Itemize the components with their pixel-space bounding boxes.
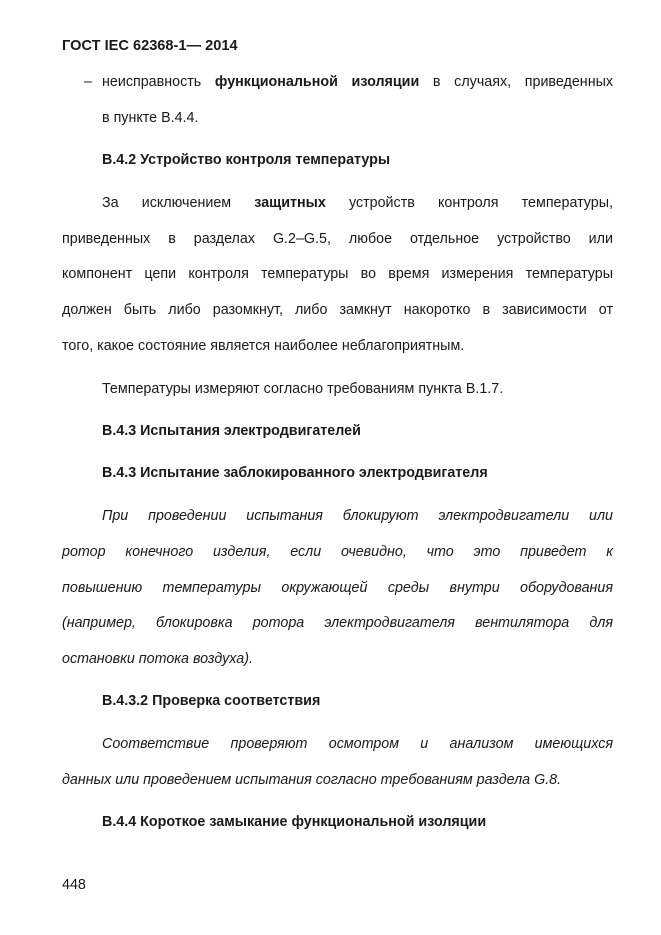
list-item-line-1 — [102, 74, 613, 90]
paragraph-line: данных или проведением испытания согласно требованиям раздела G.8. — [62, 772, 562, 788]
paragraph-line: того, какое состояние является наиболее неблагоприятным. — [62, 338, 465, 354]
paragraph-text: устройств контроля температуры, — [325, 195, 613, 211]
list-item-text-post: в случаях, приведенных — [419, 74, 614, 90]
paragraph-line: Соответствие проверяют осмотром и анализом имеющихся — [102, 736, 613, 752]
list-item — [84, 74, 92, 90]
paragraph-line: приведенных в разделах G.2–G.5, любое отдельное устройство или — [62, 231, 613, 247]
paragraph-line: При проведении испытания блокируют электродвигатели или — [102, 508, 613, 524]
section-subheading-b43: В.4.3 Испытание заблокированного электродвигателя — [102, 465, 488, 481]
paragraph-text: За исключением — [102, 195, 255, 211]
section-heading-b43: В.4.3 Испытания электродвигателей — [102, 423, 361, 439]
paragraph-line: (например, блокировка ротора электродвигателя вентилятора для — [62, 615, 613, 631]
section-heading-b42: В.4.2 Устройство контроля температуры — [102, 152, 391, 168]
list-item-line-2: в пункте В.4.4. — [102, 110, 199, 126]
document-header: ГОСТ IEC 62368-1— 2014 — [62, 38, 238, 54]
paragraph-line — [102, 195, 613, 211]
paragraph-line: ротор конечного изделия, если очевидно, что это приведет к — [62, 544, 613, 560]
list-item-text-pre: неисправность — [102, 74, 215, 90]
paragraph-text-bold: защитных — [254, 195, 326, 211]
list-dash: – — [84, 74, 92, 90]
paragraph-line: компонент цепи контроля температуры во время измерения температуры — [62, 266, 613, 282]
paragraph-line: Температуры измеряют согласно требованиям пункта В.1.7. — [102, 381, 504, 397]
section-heading-b44: В.4.4 Короткое замыкание функциональной изоляции — [102, 814, 487, 830]
page-number: 448 — [62, 877, 86, 893]
paragraph-line: остановки потока воздуха). — [62, 651, 253, 667]
list-item-text-bold: функциональной изоляции — [214, 74, 420, 90]
paragraph-line: повышению температуры окружающей среды внутри оборудования — [62, 580, 613, 596]
paragraph-line: должен быть либо разомкнут, либо замкнут накоротко в зависимости от — [62, 302, 613, 318]
section-heading-b432: В.4.3.2 Проверка соответствия — [102, 693, 321, 709]
